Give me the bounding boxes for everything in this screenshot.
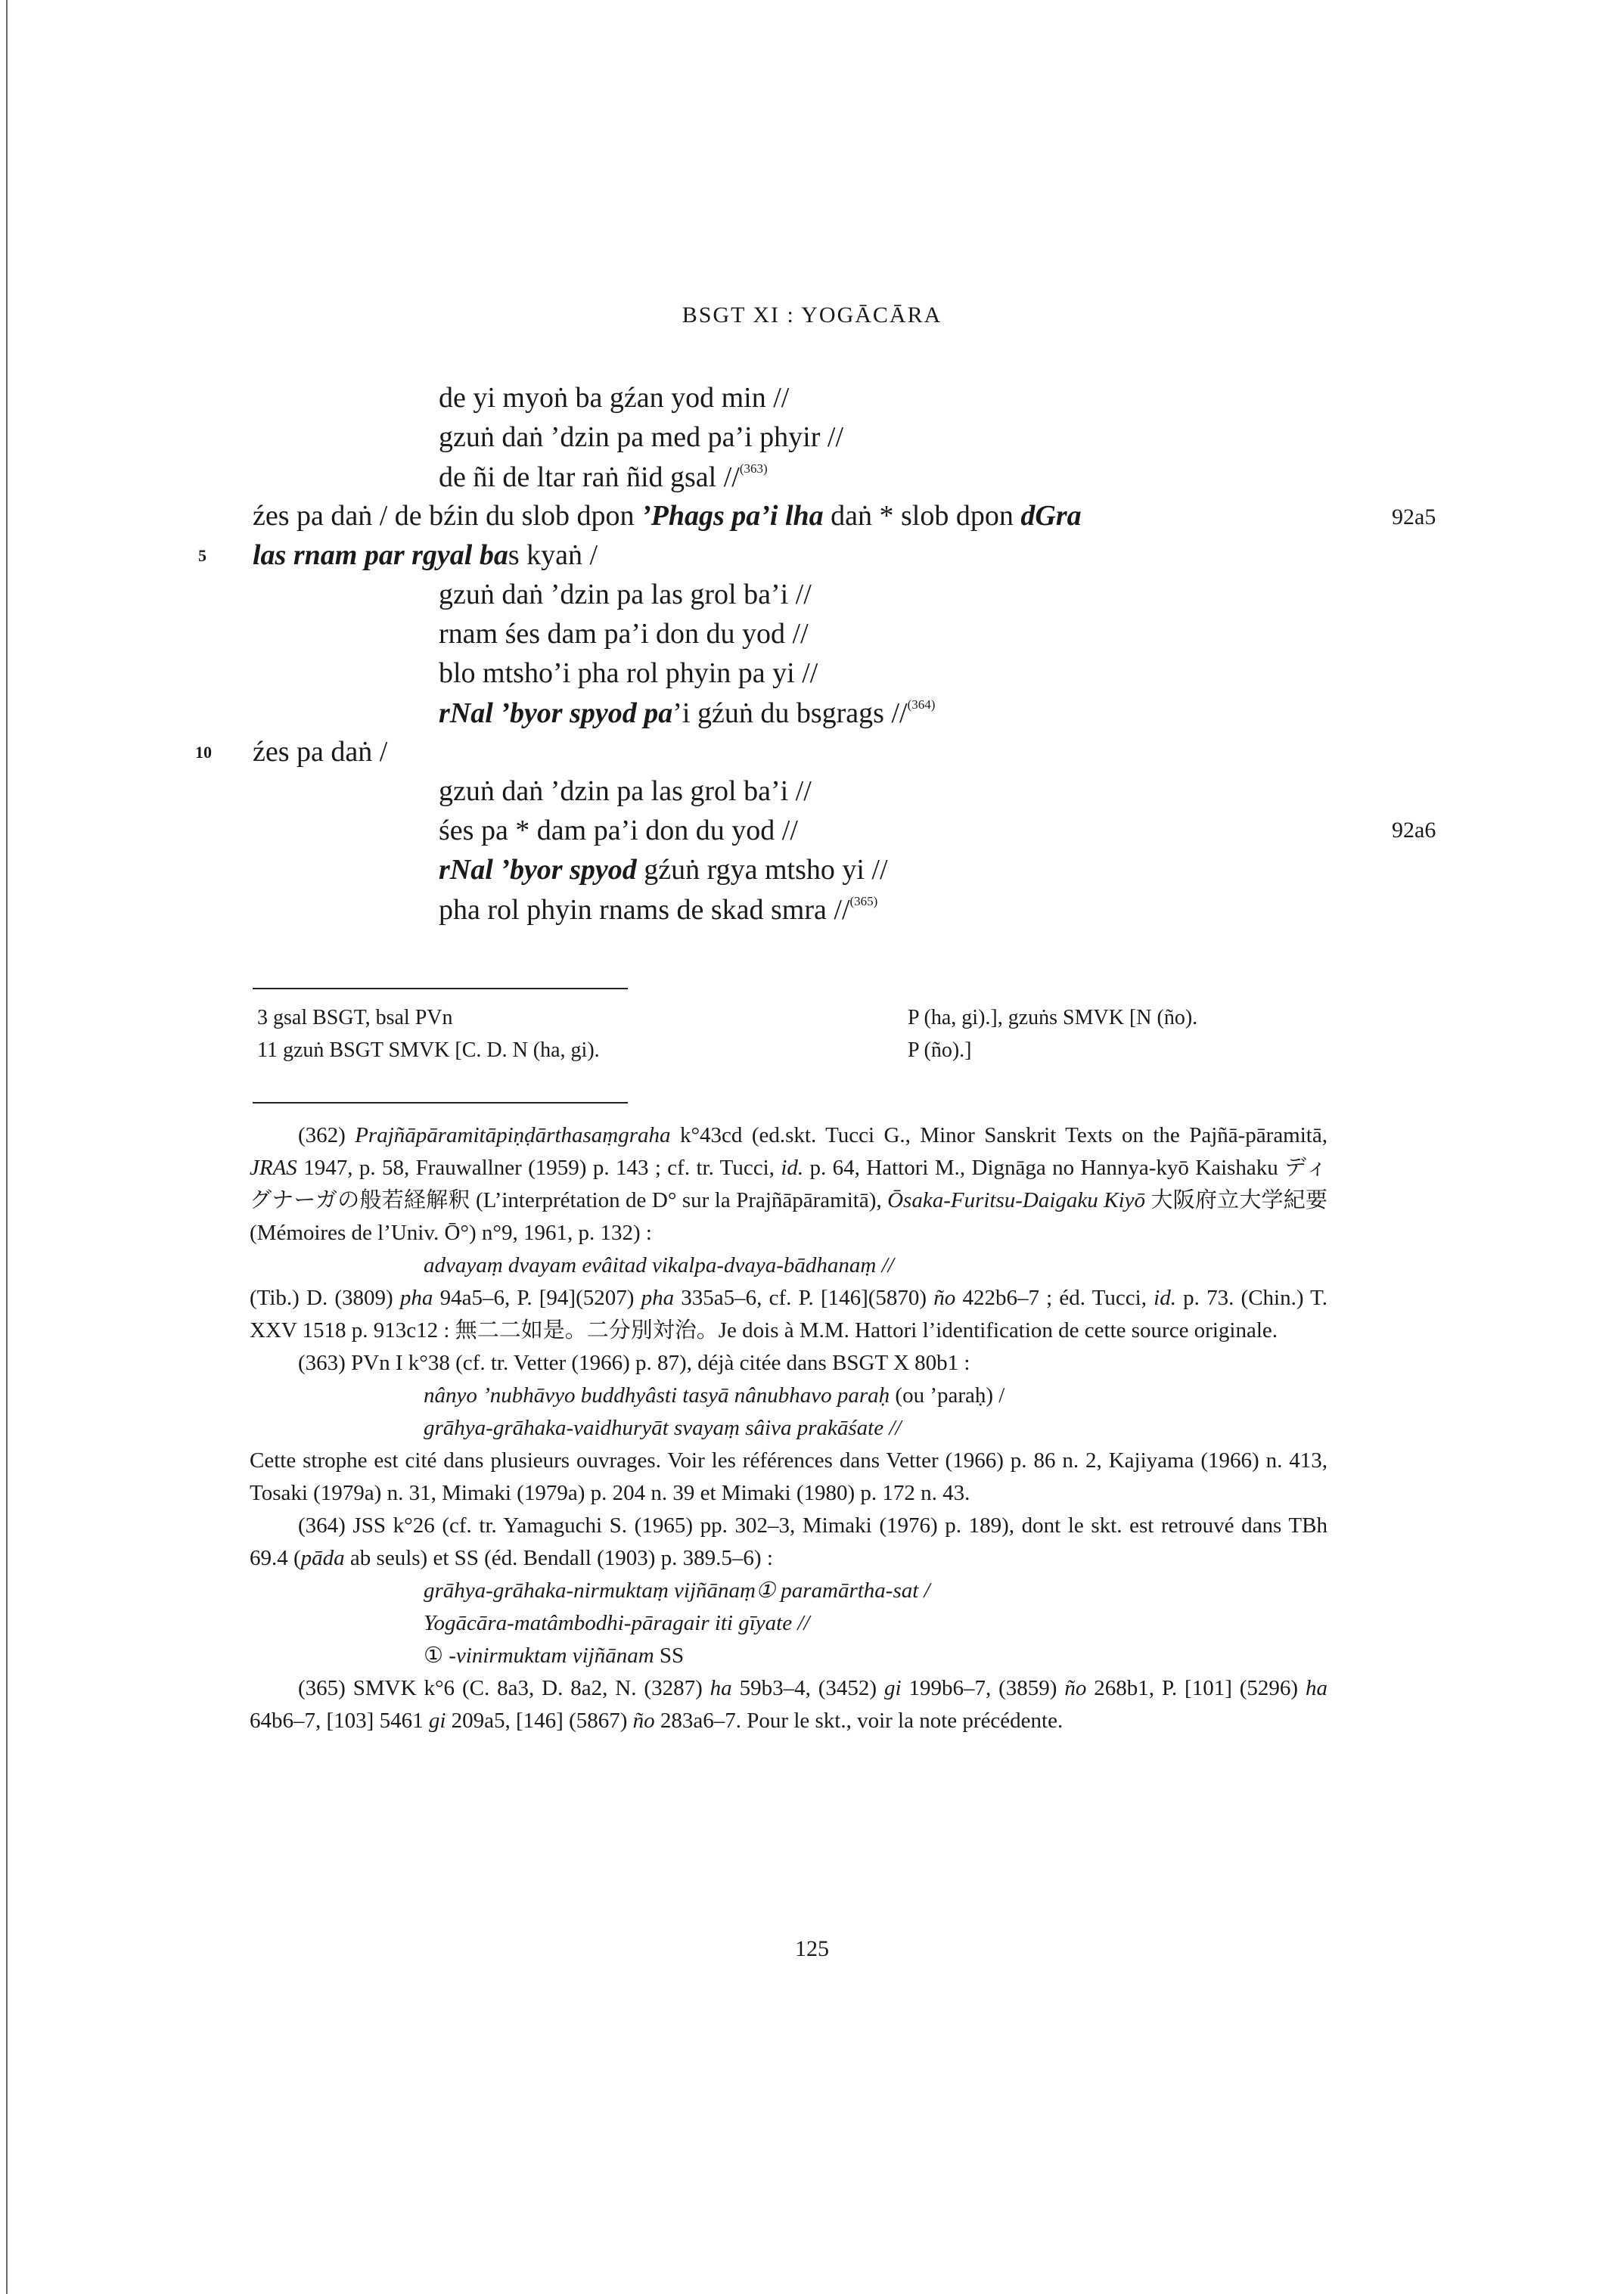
fn-italic: id. [1154,1286,1176,1310]
fn-text: 335a5–6, cf. P. [146](5870) [674,1286,934,1310]
verse-text: de yi myoṅ ba gźan yod min // [439,382,790,414]
fn-text: 1947, p. 58, Frauwallner (1959) p. 143 ; cf. tr. Tucci, [297,1156,781,1180]
apparatus-rule [253,988,628,989]
footnotes [250,1119,1327,1737]
verse-line-8 [439,659,818,688]
footnote-363: (363) PVn I k°38 (cf. tr. Vetter (1966) p. 87), déjà citée dans BSGT X 80b1 : [298,1351,970,1375]
line-number-10: 10 [195,743,212,762]
fn-text: (362) [298,1123,356,1147]
fn-italic: Ōsaka-Furitsu-Daigaku Kiyō [887,1188,1146,1212]
fn-italic: nânyo ’nubhāvyo buddhyâsti tasyā nânubhavo paraḥ [424,1383,890,1408]
prose-text: źes pa daṅ / de bźin du slob dpon [253,500,641,532]
verse-line-2 [439,423,843,452]
fn-italic: id. [781,1156,804,1180]
footnote-362-continued [250,1282,1327,1347]
fn-italic: pāda [300,1546,345,1570]
verse-line-7 [439,619,809,648]
fn-text: p. 73. (Chin.) T. XXV 1518 p. 913c12 : 無二二如是。二分別対治。Je dois à M.M. Hattori l’identification de cette source originale. [250,1286,1327,1343]
author-name: las rnam par rgyal ba [253,539,508,571]
fn-italic: ño [632,1709,655,1733]
verse-text: blo mtsho’i pha rol phyin pa yi // [439,657,818,689]
fn-text: 268b1, P. [101] (5296) [1086,1676,1306,1700]
running-head: BSGT XI : YOGĀCĀRA [682,303,942,327]
verse-text: śes pa * dam pa’i don du yod // [439,815,798,846]
footnote-363-verse-2: grāhya-grāhaka-vaidhuryāt svayaṃ sâiva prakāśate // [424,1416,902,1440]
verse-line-3 [439,462,768,492]
fn-text: ab seuls) et SS (éd. Bendall (1903) p. 389.5–6) : [344,1546,773,1570]
fn-italic: ha [710,1676,732,1700]
fn-italic: ño [1064,1676,1087,1700]
variant-3: 3 gsal BSGT, bsal PVn [257,1006,453,1029]
footnote-362 [250,1119,1327,1249]
fn-italic: ha [1306,1676,1328,1700]
footnote-364 [250,1510,1327,1575]
fn-text: 59b3–4, (3452) [731,1676,884,1700]
verse-line-12 [439,816,798,845]
verse-line-11 [439,777,812,806]
fn-text: (364) JSS k°26 (cf. tr. Yamaguchi S. (1965) pp. 302–3, Mimaki (1976) p. 189), dont le skt. est retrouvé dans TBh 69.4 ( [250,1513,1327,1570]
prose-text: s kyaṅ / [508,539,598,571]
prose-text: daṅ * slob dpon [823,500,1021,532]
variant-3-continued: P (ha, gi).], gzuṅs SMVK [N (ño). [908,1006,1198,1029]
fn-italic: ño [933,1286,956,1310]
verse-text: pha rol phyin rnams de skad smra // [439,894,850,926]
fn-text: 199b6–7, (3859) [901,1676,1065,1700]
verse-line-1 [439,383,789,412]
footnote-364-variant [250,1640,1327,1672]
fn-italic: pha [641,1286,675,1310]
variant-11-continued: P (ño).] [908,1038,972,1062]
fn-text: 64b6–7, [103] 5461 [250,1709,429,1733]
fn-text: 大阪府立大学紀要 (Mémoires de l’Univ. Ō°) n°9, 1961, p. 132) : [250,1188,1327,1245]
footnote-363-verse-1 [250,1380,1327,1412]
verse-text: gzuṅ daṅ ’dzin pa med pa’i phyir // [439,421,844,453]
footnote-365 [250,1672,1327,1737]
fn-italic: gi [428,1709,446,1733]
verse-line-13 [439,855,888,884]
fn-italic: -vinirmuktam vijñānam [449,1644,654,1668]
work-title: rNal ’byor spyod [439,854,637,886]
fn-italic: Prajñāpāramitāpiṇḍārthasaṃgraha [355,1123,671,1147]
footnote-364-verse-2: Yogācāra-matâmbodhi-pāragair iti gīyate // [424,1611,810,1635]
prose-line-10 [253,737,387,766]
footnote-rule [253,1102,628,1104]
margin-ref-92a5: 92a5 [1392,504,1436,529]
fn-text: SS [654,1644,685,1668]
verse-line-9 [439,698,935,728]
note-ref-365: (365) [849,894,878,908]
verse-text: de ñi de ltar raṅ ñid gsal // [439,461,740,493]
fn-text: (365) SMVK k°6 (C. 8a3, D. 8a2, N. (3287) [298,1676,710,1700]
author-name: dGra [1020,500,1082,532]
fn-text: (Tib.) D. (3809) [250,1286,400,1310]
fn-italic: gi [883,1676,902,1700]
fn-text: 94a5–6, P. [94](5207) [433,1286,641,1310]
prose-line-5 [253,541,598,570]
prose-line-4 [253,501,1082,530]
footnote-364-verse-1: grāhya-grāhaka-nirmuktaṃ vijñānaṃ① paramārtha-sat / [424,1578,930,1603]
note-ref-363: (363) [739,461,768,476]
verse-line-6 [439,580,812,609]
fn-italic: JRAS [250,1156,297,1180]
fn-text: k°43cd (ed.skt. Tucci G., Minor Sanskrit Texts on the Pajñā-pāramitā, [670,1123,1327,1147]
fn-text: 422b6–7 ; éd. Tucci, [955,1286,1154,1310]
fn-text: ① [424,1644,449,1668]
fn-text: p. 64, Hattori M., Dignāga no Hannya-kyō Kaishaku ディグナーガの般若経解釈 (L’interprétation de D° sur la Prajñāpāramitā), [250,1156,1327,1212]
footnote-362-verse: advayaṃ dvayam evâitad vikalpa-dvaya-bādhanaṃ // [424,1253,894,1277]
note-ref-364: (364) [907,697,936,712]
fn-text: 209a5, [146] (5867) [446,1709,633,1733]
variant-11: 11 gzuṅ BSGT SMVK [C. D. N (ha, gi). [257,1038,600,1062]
verse-text: gzuṅ daṅ ’dzin pa las grol ba’i // [439,775,812,807]
prose-text: źes pa daṅ / [253,736,388,768]
verse-text: gzuṅ daṅ ’dzin pa las grol ba’i // [439,579,812,610]
verse-text: rnam śes dam pa’i don du yod // [439,618,809,650]
work-title: rNal ’byor spyod pa [439,697,673,729]
fn-text: (ou ’paraḥ) / [890,1383,1005,1408]
page-number: 125 [795,1936,829,1961]
margin-ref-92a6: 92a6 [1392,818,1436,843]
author-name: ’Phags pa’i lha [641,500,824,532]
fn-italic: pha [399,1286,433,1310]
footnote-363-continued: Cette strophe est cité dans plusieurs ouvrages. Voir les références dans Vetter (1966) p. 86 n. 2, Kajiyama (1966) n. 413, Tosaki (1979a) n. 31, Mimaki (1979a) p. 204 n. 39 et Mimaki (1980) p. 172 n. 43. [250,1448,1327,1505]
verse-line-14 [439,895,877,924]
line-number-5: 5 [198,546,206,565]
verse-text: ’i gźuṅ du bsgrags // [672,697,908,729]
fn-text: 283a6–7. Pour le skt., voir la note précédente. [654,1709,1064,1733]
verse-text: gźuṅ rgya mtsho yi // [636,854,888,886]
